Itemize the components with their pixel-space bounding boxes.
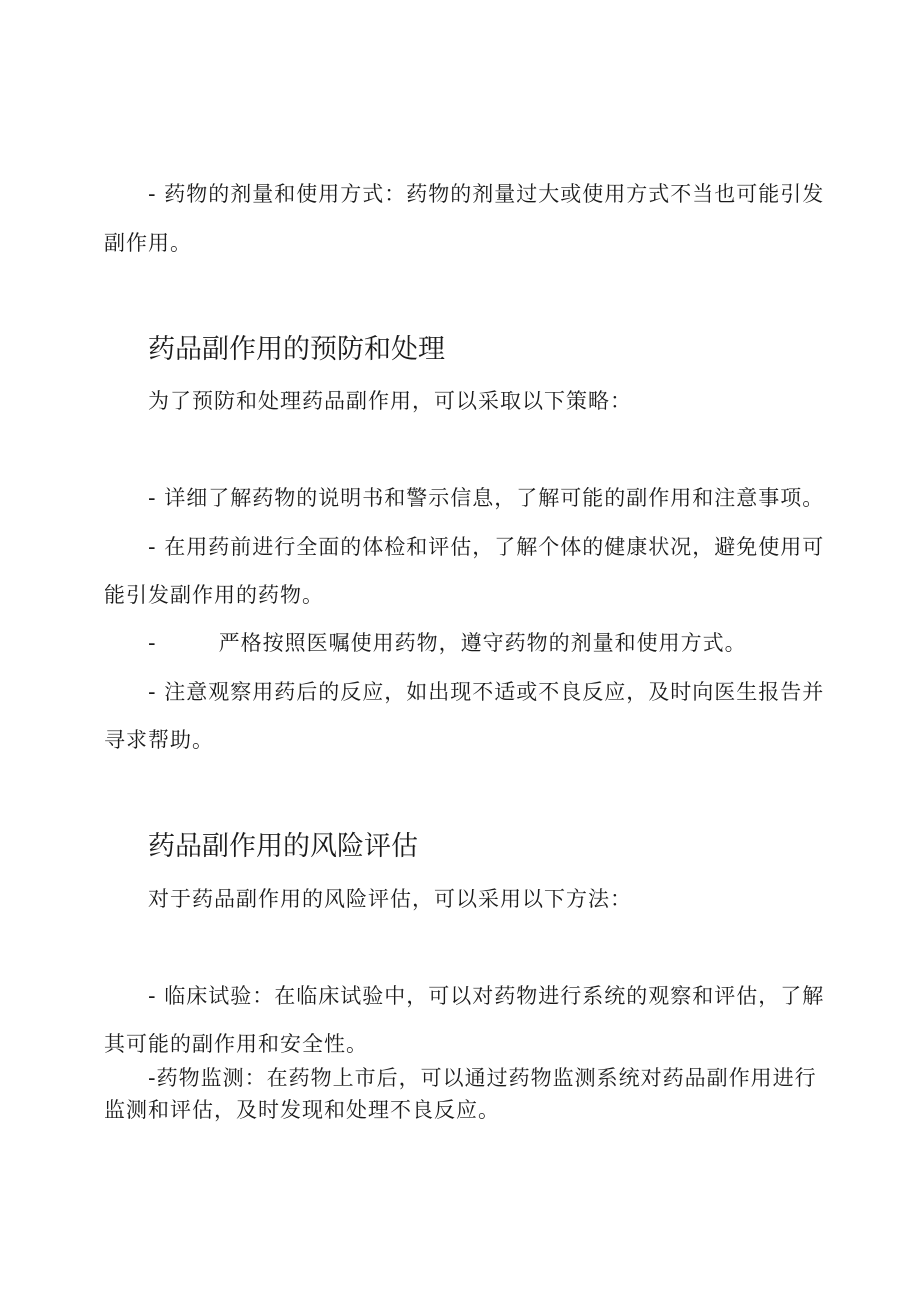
prevention-item-3 — [148, 629, 747, 657]
prevention-intro: 为了预防和处理药品副作用，可以采取以下策略： — [148, 389, 632, 413]
risk-intro: 对于药品副作用的风险评估，可以采用以下方法： — [148, 887, 632, 911]
dosage-item-line-1: - 药物的剂量和使用方式：药物的剂量过大或使用方式不当也可能引发 — [148, 182, 825, 206]
dosage-item-line-2: 副作用。 — [104, 231, 192, 255]
prevention-item-1-line-1: - 详细了解药物的说明书和警示信息，了解可能的副作用和注意事项。 — [148, 486, 825, 510]
risk-item-2-line-1: -药物监测：在药物上市后，可以通过药物监测系统对药品副作用进行 — [148, 1066, 817, 1090]
prevention-item-4-line-2: 寻求帮助。 — [104, 728, 214, 752]
risk-item-1-line-1: - 临床试验：在临床试验中，可以对药物进行系统的观察和评估，了解 — [148, 984, 825, 1008]
list-dash: - — [148, 631, 157, 655]
prevention-item-2-line-2: 能引发副作用的药物。 — [104, 583, 324, 607]
risk-item-1-line-2: 其可能的副作用和安全性。 — [104, 1032, 368, 1056]
prevention-item-2-line-1: - 在用药前进行全面的体检和评估，了解个体的健康状况，避免使用可 — [148, 535, 825, 559]
prevention-item-4-line-1: - 注意观察用药后的反应，如出现不适或不良反应，及时向医生报告并 — [148, 680, 825, 704]
section-heading-prevention: 药品副作用的预防和处理 — [148, 334, 445, 365]
risk-item-2-line-2: 监测和评估，及时发现和处理不良反应。 — [104, 1098, 500, 1122]
section-heading-risk: 药品副作用的风险评估 — [148, 831, 418, 862]
prevention-item-3-text: 严格按照医嘱使用药物，遵守药物的剂量和使用方式。 — [218, 631, 747, 655]
